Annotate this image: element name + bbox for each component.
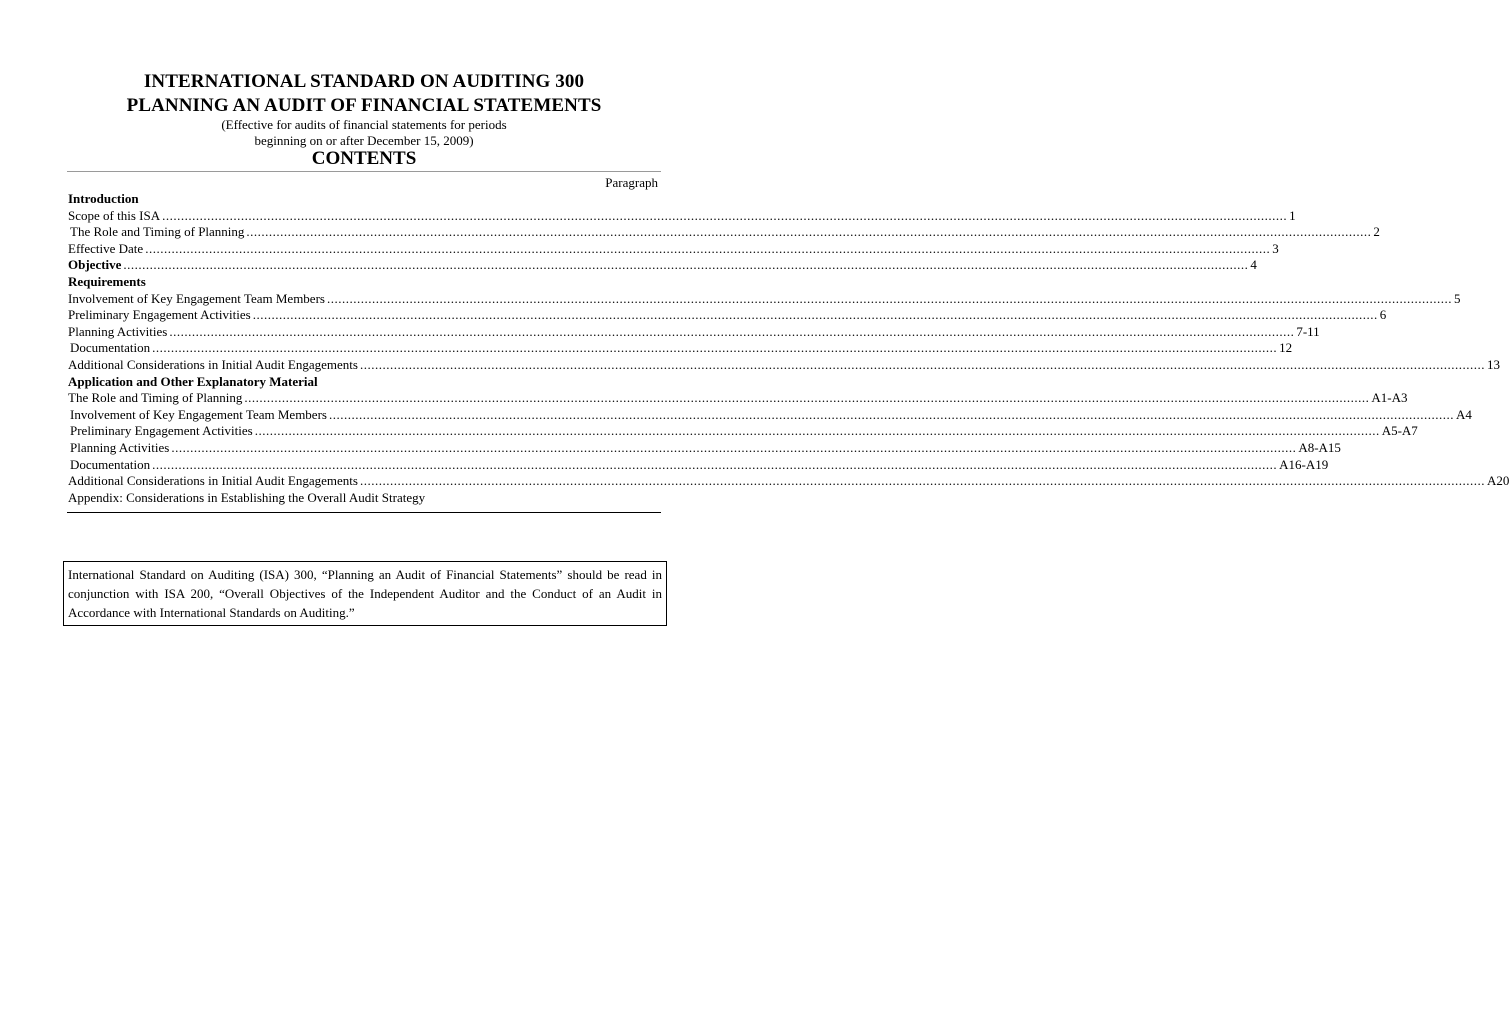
toc-entry-initial-engagements: Additional Considerations in Initial Audit Engagements ............................................................................................................................................................................................................................................................................................................ 13: [68, 356, 1500, 372]
dot-leader: ............................................................................................................................................................................................................................................................................................................: [171, 439, 1297, 455]
toc-entry-app-preliminary: Preliminary Engagement Activities ............................................................................................................................................................................................................................................................................................................ A5-A7: [70, 423, 1418, 439]
dot-leader: ............................................................................................................................................................................................................................................................................................................: [359, 356, 1485, 372]
toc-entry-app-key-team: Involvement of Key Engagement Team Members ............................................................................................................................................................................................................................................................................................................ A4: [70, 406, 1472, 422]
dot-leader: ............................................................................................................................................................................................................................................................................................................: [152, 340, 1278, 356]
table-of-contents: [68, 191, 1509, 506]
dot-leader: ............................................................................................................................................................................................................................................................................................................: [145, 240, 1271, 256]
toc-entry-app-documentation: Documentation ............................................................................................................................................................................................................................................................................................................ A16-A19: [70, 456, 1329, 472]
dot-leader: ............................................................................................................................................................................................................................................................................................................: [162, 207, 1288, 223]
effective-date-note-line1: (Effective for audits of financial statements for periods: [221, 117, 507, 132]
toc-section-requirements: Requirements: [68, 273, 146, 289]
dot-leader: ............................................................................................................................................................................................................................................................................................................: [252, 307, 1378, 323]
dot-leader: ............................................................................................................................................................................................................................................................................................................: [123, 257, 1249, 273]
toc-entry-objective: Objective ............................................................................................................................................................................................................................................................................................................ 4: [68, 257, 1257, 273]
toc-entry-key-team: Involvement of Key Engagement Team Members ............................................................................................................................................................................................................................................................................................................ 5: [68, 290, 1461, 306]
contents-top-rule: [67, 171, 661, 172]
contents-heading: CONTENTS: [311, 148, 417, 169]
dot-leader: ............................................................................................................................................................................................................................................................................................................: [254, 423, 1380, 439]
dot-leader: ............................................................................................................................................................................................................................................................................................................: [244, 390, 1370, 406]
paragraph-column-label: Paragraph: [605, 175, 658, 190]
toc-entry-appendix: Appendix: Considerations in Establishing the Overall Audit Strategy: [68, 489, 426, 505]
conjunction-note-box: International Standard on Auditing (ISA) 300, “Planning an Audit of Financial Statements” should be read in conjunction with ISA 200, “Overall Objectives of the Independent Auditor and the Conduct of an Audit in Accordance with International Standards on Auditing.”: [63, 561, 667, 626]
contents-bottom-rule: [67, 512, 661, 513]
dot-leader: ............................................................................................................................................................................................................................................................................................................: [359, 473, 1485, 489]
dot-leader: ............................................................................................................................................................................................................................................................................................................: [152, 456, 1278, 472]
dot-leader: ............................................................................................................................................................................................................................................................................................................: [326, 290, 1452, 306]
document-title-line1: INTERNATIONAL STANDARD ON AUDITING 300: [143, 71, 585, 92]
toc-entry-role-timing: The Role and Timing of Planning ............................................................................................................................................................................................................................................................................................................ 2: [70, 224, 1380, 240]
toc-entry-preliminary: Preliminary Engagement Activities ............................................................................................................................................................................................................................................................................................................ 6: [68, 307, 1387, 323]
dot-leader: ............................................................................................................................................................................................................................................................................................................: [169, 323, 1295, 339]
document-title-line2: PLANNING AN AUDIT OF FINANCIAL STATEMENTS: [126, 95, 602, 116]
toc-entry-planning-activities: Planning Activities ............................................................................................................................................................................................................................................................................................................ 7-11: [68, 323, 1320, 339]
toc-entry-documentation: Documentation ............................................................................................................................................................................................................................................................................................................ 12: [70, 340, 1293, 356]
dot-leader: ............................................................................................................................................................................................................................................................................................................: [246, 224, 1372, 240]
dot-leader: ............................................................................................................................................................................................................................................................................................................: [328, 406, 1454, 422]
effective-date-note-line2: beginning on or after December 15, 2009): [254, 133, 474, 148]
toc-entry-app-role-timing: The Role and Timing of Planning ............................................................................................................................................................................................................................................................................................................ A1-A3: [68, 390, 1408, 406]
toc-entry-app-initial-engagements: Additional Considerations in Initial Audit Engagements ............................................................................................................................................................................................................................................................................................................ A20: [68, 473, 1509, 489]
toc-entry-app-planning-activities: Planning Activities ............................................................................................................................................................................................................................................................................................................ A8-A15: [70, 439, 1341, 455]
toc-entry-effective-date: Effective Date ............................................................................................................................................................................................................................................................................................................ 3: [68, 240, 1279, 256]
toc-entry-scope: Scope of this ISA ............................................................................................................................................................................................................................................................................................................ 1: [68, 207, 1296, 223]
toc-section-application: Application and Other Explanatory Material: [68, 373, 318, 389]
toc-section-introduction: Introduction: [68, 191, 139, 206]
